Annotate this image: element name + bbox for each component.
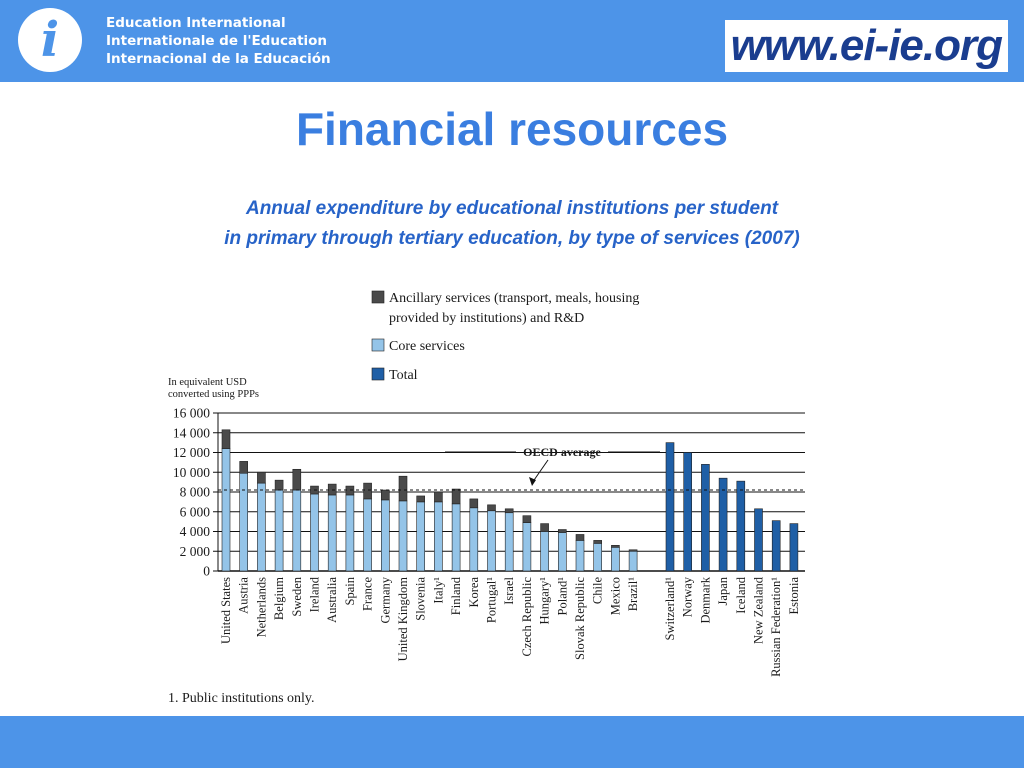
bar-ancillary (364, 483, 372, 499)
x-tick-label: Sweden (289, 577, 304, 617)
bar-core (293, 490, 301, 571)
logo-glyph: i (40, 12, 60, 68)
footer-bar (0, 716, 1024, 768)
bar-ancillary (505, 509, 513, 513)
bar-core (417, 502, 425, 571)
y-tick-label: 12 000 (172, 445, 210, 460)
org-name-en: Education International (106, 15, 286, 31)
bar-ancillary (417, 496, 425, 502)
bar-ancillary (629, 550, 637, 551)
bar-core (434, 502, 442, 571)
legend-label: Core services (389, 339, 465, 354)
bar-ancillary (452, 489, 460, 504)
bar-ancillary (399, 476, 407, 501)
x-tick-label: France (360, 577, 375, 612)
bar-ancillary (576, 534, 584, 540)
bar-ancillary (594, 540, 602, 543)
bar-core (346, 495, 354, 571)
bar-total (719, 478, 727, 571)
y-tick-label: 16 000 (172, 405, 210, 421)
org-name-fr: Internationale de l'Education (106, 33, 328, 49)
x-tick-label: Israel (502, 577, 517, 605)
bar-ancillary (434, 492, 442, 502)
x-tick-label: Germany (378, 577, 393, 624)
bar-core (452, 504, 460, 571)
x-tick-label: Slovak Republic (573, 577, 587, 660)
x-tick-label: Slovenia (413, 577, 428, 621)
x-tick-label: Belgium (272, 577, 287, 621)
bar-core (381, 500, 389, 571)
subtitle-line-1: Annual expenditure by educational institutions per student (245, 198, 779, 219)
bar-ancillary (275, 480, 283, 490)
x-tick-label: Ireland (307, 577, 322, 613)
bar-core (399, 501, 407, 571)
bar-core (611, 547, 619, 571)
oecd-average-annotation: OECD average (523, 445, 601, 459)
y-tick-label: 10 000 (172, 464, 210, 480)
legend-swatch-ancillary (372, 291, 384, 303)
bar-ancillary (541, 524, 549, 532)
x-tick-label: Spain (342, 577, 357, 606)
x-tick-label: New Zealand (751, 577, 766, 644)
bar-core (328, 495, 336, 571)
bar-ancillary (381, 490, 389, 500)
x-tick-label: Chile (590, 577, 605, 605)
bar-core (275, 490, 283, 571)
y-tick-label: 6 000 (179, 504, 210, 520)
slide-title: Financial resources (295, 103, 729, 155)
x-tick-label: Australia (325, 577, 340, 623)
bar-core (257, 483, 265, 571)
y-tick-label: 4 000 (179, 524, 210, 539)
org-name-es: Internacional de la Educación (106, 51, 331, 67)
bar-total (684, 453, 692, 572)
legend-swatch-total (372, 368, 384, 380)
bar-ancillary (488, 505, 496, 511)
x-tick-label: Netherlands (254, 577, 269, 638)
bar-total (666, 443, 674, 571)
legend-swatch-core (372, 339, 384, 351)
bar-total (737, 481, 745, 571)
bar-ancillary (240, 461, 248, 473)
x-tick-label: Czech Republic (519, 577, 534, 657)
x-tick-label: Poland¹ (555, 577, 570, 616)
y-axis-label: In equivalent USD (168, 377, 247, 388)
bar-total (701, 464, 709, 571)
x-tick-label: United Kingdom (396, 577, 410, 662)
y-axis-label: converted using PPPs (168, 389, 260, 400)
bar-ancillary (523, 516, 531, 523)
x-tick-label: Norway (680, 577, 695, 618)
x-tick-label: Japan (716, 577, 731, 606)
x-tick-label: Austria (236, 577, 251, 614)
x-tick-label: Italy¹ (431, 577, 446, 604)
legend-label: Ancillary services (transport, meals, housing (389, 291, 640, 306)
bar-core (240, 473, 248, 571)
x-tick-label: Estonia (786, 577, 801, 615)
x-tick-label: Brazil¹ (626, 577, 641, 612)
legend-label: provided by institutions) and R&D (389, 311, 585, 326)
x-tick-label: Hungary¹ (537, 577, 552, 625)
bar-core (311, 494, 319, 571)
x-tick-label: Mexico (608, 577, 623, 616)
x-tick-label: Portugal¹ (484, 577, 499, 624)
x-tick-label: Korea (466, 577, 481, 608)
x-tick-label: United States (219, 577, 233, 645)
bar-core (488, 511, 496, 571)
x-tick-label: Russian Federation¹ (769, 577, 784, 677)
bar-core (594, 543, 602, 571)
y-tick-label: 14 000 (172, 425, 210, 441)
bar-ancillary (293, 469, 301, 490)
x-tick-label: Switzerland¹ (663, 577, 677, 641)
bar-core (558, 532, 566, 571)
subtitle-line-2: in primary through tertiary education, by type of services (2007) (224, 228, 800, 249)
bar-ancillary (257, 472, 265, 483)
x-tick-label: Iceland (733, 577, 748, 614)
bar-total (755, 509, 763, 571)
legend-label: Total (389, 368, 418, 383)
bar-core (541, 532, 549, 572)
bar-core (523, 523, 531, 571)
bar-core (629, 551, 637, 571)
bar-core (222, 449, 230, 571)
y-tick-label: 0 (203, 563, 210, 579)
site-url-link[interactable]: www.ei-ie.org (725, 20, 1008, 72)
bar-core (470, 508, 478, 571)
y-tick-label: 2 000 (179, 543, 210, 559)
bar-total (772, 521, 780, 571)
bar-ancillary (470, 499, 478, 508)
bar-core (505, 513, 513, 571)
x-tick-label: Finland (449, 577, 464, 616)
bar-core (576, 540, 584, 571)
y-tick-label: 8 000 (179, 484, 210, 500)
bar-ancillary (222, 430, 230, 449)
bar-core (364, 499, 372, 571)
bar-total (790, 524, 798, 571)
bar-ancillary (558, 530, 566, 533)
x-tick-label: Denmark (698, 577, 713, 624)
bar-ancillary (611, 545, 619, 547)
chart-footnote: 1. Public institutions only. (168, 691, 315, 706)
